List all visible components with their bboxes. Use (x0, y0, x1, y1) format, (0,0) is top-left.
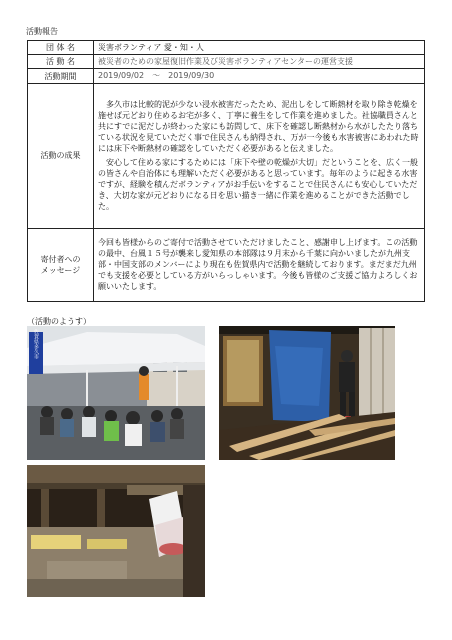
label-activity-name: 活 動 名 (28, 55, 94, 69)
value-period: 2019/09/02 〜 2019/09/30 (94, 69, 425, 83)
label-message-line-2: メッセージ (40, 265, 81, 275)
value-group-name: 災害ボランティア 愛・知・人 (94, 41, 425, 55)
photo-interior-tarp-graphic (219, 326, 395, 460)
results-paragraph-2: 安心して住める家にするためには「床下や壁の乾燥が大切」だということを、広く一般の皆さんや自治体にも理解いただく必要があると思っています。毎年のように起きる水害ですが、経験を積んだボランティアがお手伝いをすることで住民さんにも安心していただき、大切な家が元どおりになる日を思い描き一緒に作業を進めることができた活動でした。 (98, 157, 418, 212)
activity-report-table (27, 40, 425, 302)
photo-volunteer-center (27, 326, 205, 460)
photo-under-floor (27, 465, 205, 597)
row-group-name (28, 41, 425, 55)
page-title: 活動報告 (26, 27, 58, 36)
photo-volunteer-center-graphic (27, 326, 205, 460)
row-results (28, 83, 425, 228)
value-activity-name: 被災者のための家屋復旧作業及び災害ボランティアセンターの運営支援 (94, 55, 425, 69)
photo-under-floor-graphic (27, 465, 205, 597)
label-message (28, 228, 94, 301)
photos-label: （活動のようす） (27, 317, 91, 326)
label-message-line-1: 寄付者への (40, 254, 81, 264)
results-paragraph-1: 多久市は比較的泥が少ない浸水被害だったため、泥出しをして断熱材を取り除き乾燥を施せば元どおり住めるお宅が多く、丁寧に養生をして作業を進めました。社協職員さんと共にすでに泥だしが終わった家にも訪問して、床下を確認し断熱材から水がしたたり落ちている状況を見ていただく事で住民さんも納得され、万が一今後も水害被害にあわれた時には床下や断熱材の確認をしていただく必要があると伝えました。 (98, 99, 419, 154)
photo-interior-tarp (219, 326, 395, 460)
label-period: 活動期間 (28, 69, 94, 83)
tent-sign-text: 佐賀県多久市 (33, 329, 39, 359)
label-group-name: 団 体 名 (28, 41, 94, 55)
row-activity-name (28, 55, 425, 69)
row-period (28, 69, 425, 83)
label-results: 活動の成果 (28, 83, 94, 228)
value-message: 今回も皆様からのご寄付で活動させていただけましたこと、感謝申し上げます。この活動の最中、台風１５号が襲来し愛知県の本部隊は９月末から千葉に向かいましたが九州支部・中国支部のメンバーにより現在も佐賀県内で活動を継続しております。まだまだ九州でも支援を必要としている方がいらっしゃいます。今後も皆様のご支援ご協力よろしくお願いいたします。 (94, 228, 425, 301)
value-results (94, 83, 425, 228)
row-message (28, 228, 425, 301)
